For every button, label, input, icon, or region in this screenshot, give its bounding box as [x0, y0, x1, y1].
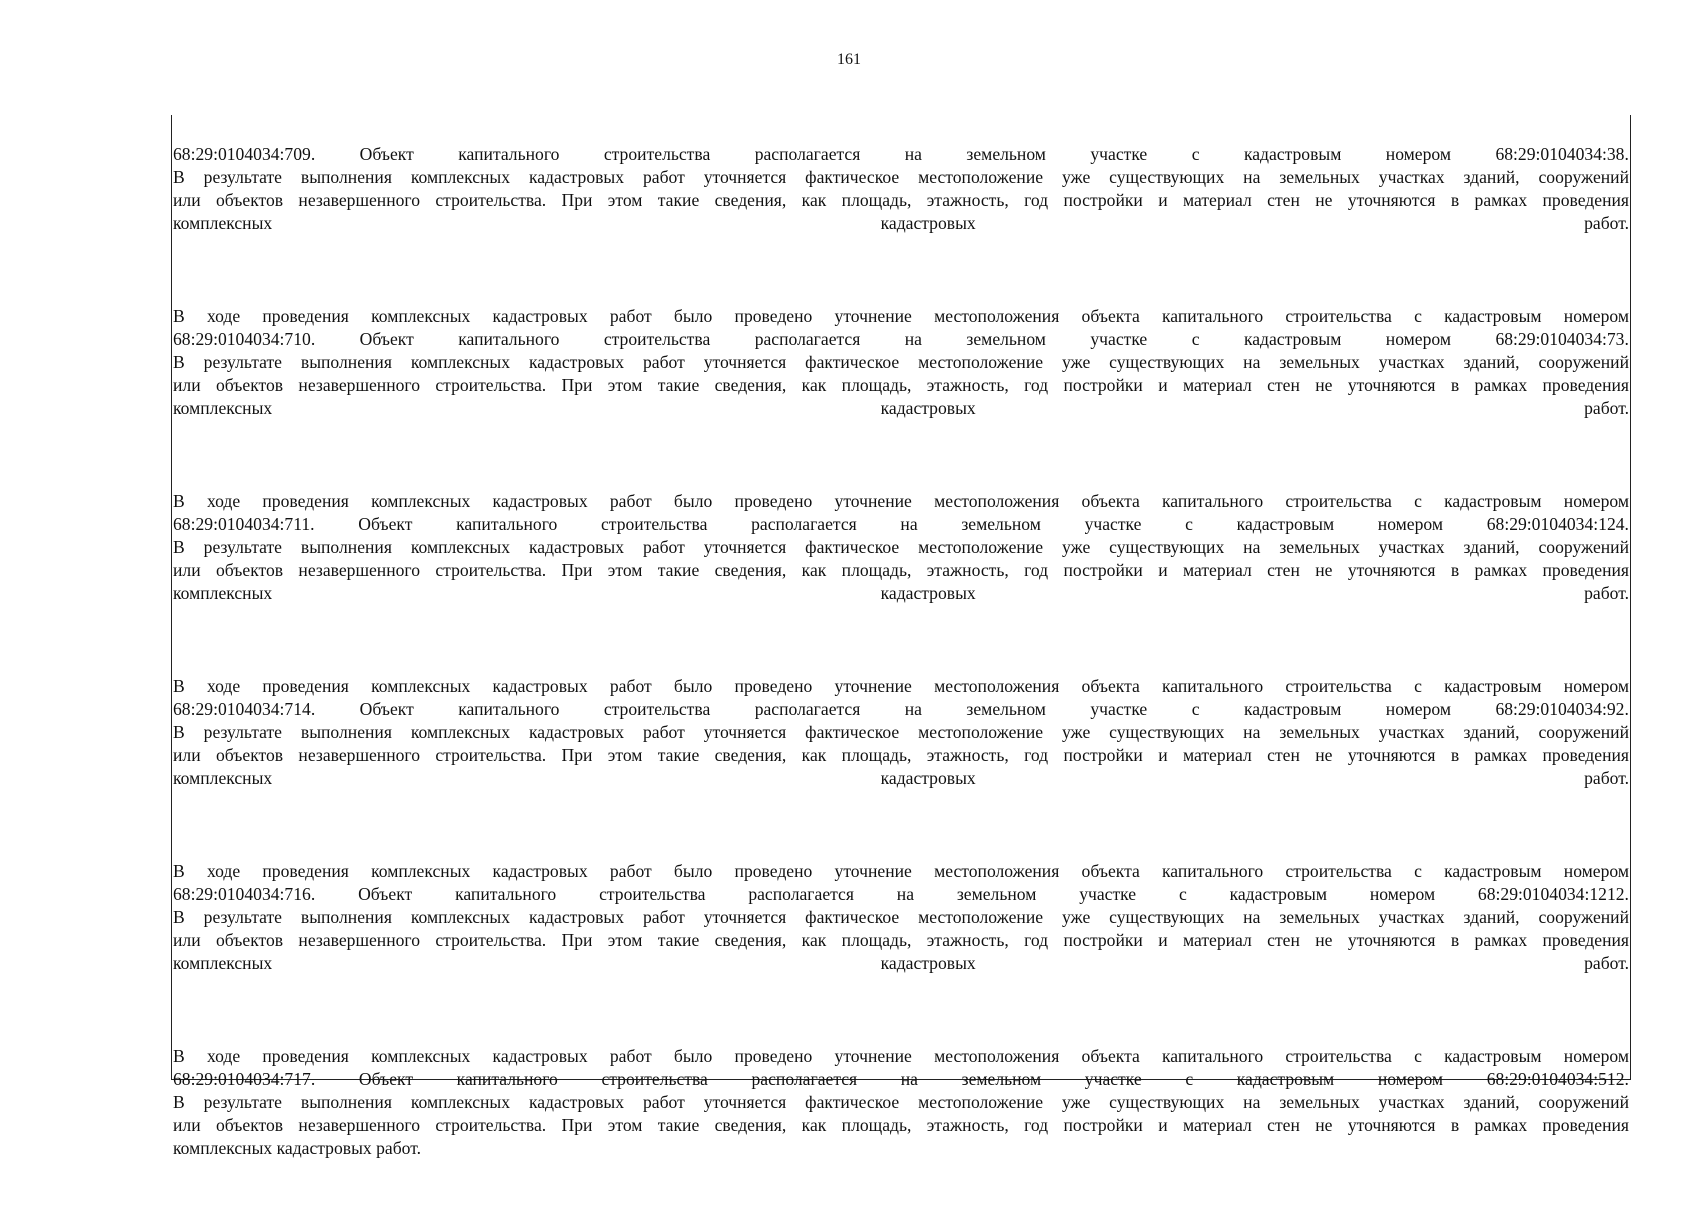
word: кадастровым [1243, 144, 1342, 164]
paragraph-line: или объектов незавершенного строительства. При этом такие сведения, как площадь, этажность, год постройки и материал стен не уточняются в рамках проведения [173, 560, 1629, 580]
paragraph-line [173, 952, 1629, 975]
word: располагается [751, 514, 857, 534]
paragraph-line: В результате выполнения комплексных кадастровых работ уточняется фактическое местоположение уже существующих на земельных участках зданий, сооружений [173, 537, 1629, 557]
paragraph-line: В ходе проведения комплексных кадастровых работ было проведено уточнение местоположения объекта капитального строительства с кадастровым номером [173, 306, 1629, 326]
word: 68:29:0104034:710. [173, 329, 316, 349]
paragraph-line: В результате выполнения комплексных кадастровых работ уточняется фактическое местоположение уже существующих на земельных участках зданий, сооружений [173, 1092, 1629, 1112]
word: располагается [748, 884, 854, 904]
word: земельном [961, 514, 1041, 534]
word: земельном [966, 329, 1046, 349]
word: кадастровым [1236, 1069, 1335, 1089]
word: Объект [359, 144, 414, 164]
paragraph-line: или объектов незавершенного строительства. При этом такие сведения, как площадь, этажность, год постройки и материал стен не уточняются в рамках проведения [173, 375, 1629, 395]
word: строительства [601, 1069, 708, 1089]
word: номером [1369, 884, 1436, 904]
word: номером [1377, 1069, 1444, 1089]
word: комплексных [173, 213, 273, 233]
word: 68:29:0104034:711. [173, 514, 315, 534]
word: 68:29:0104034:716. [173, 884, 316, 904]
word: кадастровым [1243, 329, 1342, 349]
word: 68:29:0104034:717. [173, 1069, 316, 1089]
word: располагается [751, 1069, 858, 1089]
paragraph-line: В ходе проведения комплексных кадастровых работ было проведено уточнение местоположения объекта капитального строительства с кадастровым номером [173, 676, 1629, 696]
word: на [896, 884, 915, 904]
word: с [1185, 514, 1193, 534]
paragraph-line [173, 1068, 1629, 1091]
word: комплексных [173, 583, 273, 603]
word: комплексных [173, 768, 273, 788]
word: участке [1084, 1069, 1142, 1089]
paragraph [173, 490, 1629, 605]
word: кадастровых [880, 583, 976, 603]
word: располагается [754, 699, 861, 719]
paragraph-line: или объектов незавершенного строительства. При этом такие сведения, как площадь, этажность, год постройки и материал стен не уточняются в рамках проведения [173, 930, 1629, 950]
word: кадастровых [880, 398, 976, 418]
paragraph-line: В результате выполнения комплексных кадастровых работ уточняется фактическое местоположение уже существующих на земельных участках зданий, сооружений [173, 167, 1629, 187]
word: располагается [754, 144, 861, 164]
word: 68:29:0104034:714. [173, 699, 316, 719]
word: участке [1090, 699, 1148, 719]
paragraph-line [173, 582, 1629, 605]
word: Объект [359, 699, 414, 719]
word: участке [1084, 514, 1142, 534]
word: на [904, 699, 922, 719]
word: кадастровых [880, 768, 976, 788]
word: располагается [754, 329, 861, 349]
word: Объект [358, 1069, 414, 1089]
word: кадастровым [1236, 514, 1335, 534]
word: участке [1079, 884, 1137, 904]
paragraph-line: В результате выполнения комплексных кадастровых работ уточняется фактическое местоположение уже существующих на земельных участках зданий, сооружений [173, 907, 1629, 927]
word: земельном [966, 699, 1046, 719]
paragraph-line [173, 513, 1629, 536]
paragraph-line [173, 212, 1629, 235]
paragraph [173, 305, 1629, 420]
paragraph-line [173, 767, 1629, 790]
word: на [900, 1069, 918, 1089]
word: работ. [1584, 953, 1629, 973]
word: на [900, 514, 918, 534]
word: строительства [603, 329, 711, 349]
word: капитального [458, 144, 560, 164]
word: 68:29:0104034:512. [1486, 1069, 1629, 1089]
paragraph-line: или объектов незавершенного строительства. При этом такие сведения, как площадь, этажность, год постройки и материал стен не уточняются в рамках проведения [173, 1115, 1629, 1135]
word: 68:29:0104034:38. [1495, 144, 1629, 164]
paragraph-line: комплексных кадастровых работ. [173, 1138, 421, 1158]
paragraph-line: или объектов незавершенного строительства. При этом такие сведения, как площадь, этажность, год постройки и материал стен не уточняются в рамках проведения [173, 190, 1629, 210]
word: участке [1090, 329, 1148, 349]
paragraph [173, 860, 1629, 975]
word: капитального [456, 1069, 558, 1089]
word: с [1191, 699, 1200, 719]
word: номером [1377, 514, 1444, 534]
paragraph-line [173, 883, 1629, 906]
word: на [904, 329, 922, 349]
paragraph-line: или объектов незавершенного строительства. При этом такие сведения, как площадь, этажность, год постройки и материал стен не уточняются в рамках проведения [173, 745, 1629, 765]
paragraph-line [173, 397, 1629, 420]
paragraph-line [173, 143, 1629, 166]
paragraph [173, 675, 1629, 790]
word: работ. [1584, 213, 1629, 233]
word: строительства [599, 884, 706, 904]
word: номером [1385, 329, 1452, 349]
word: Объект [358, 884, 413, 904]
word: 68:29:0104034:73. [1495, 329, 1629, 349]
paragraph-line [173, 698, 1629, 721]
page-number: 161 [837, 51, 861, 68]
paragraph-line: В ходе проведения комплексных кадастровых работ было проведено уточнение местоположения объекта капитального строительства с кадастровым номером [173, 491, 1629, 511]
paragraph [173, 143, 1629, 235]
word: кадастровым [1229, 884, 1328, 904]
word: на [904, 144, 922, 164]
word: капитального [455, 884, 557, 904]
word: земельном [956, 884, 1037, 904]
word: с [1185, 1069, 1194, 1089]
word: земельном [961, 1069, 1042, 1089]
word: работ. [1584, 583, 1629, 603]
word: комплексных [173, 953, 273, 973]
word: номером [1385, 699, 1452, 719]
word: земельном [966, 144, 1046, 164]
word: 68:29:0104034:1212. [1477, 884, 1629, 904]
word: с [1191, 144, 1200, 164]
paragraph-line: В ходе проведения комплексных кадастровых работ было проведено уточнение местоположения объекта капитального строительства с кадастровым номером [173, 1046, 1629, 1066]
paragraph-line: В результате выполнения комплексных кадастровых работ уточняется фактическое местоположение уже существующих на земельных участках зданий, сооружений [173, 722, 1629, 742]
paragraph [173, 1045, 1629, 1160]
word: работ. [1584, 398, 1629, 418]
word: участке [1090, 144, 1148, 164]
word: строительства [600, 514, 708, 534]
word: кадастровых [880, 213, 976, 233]
paragraph-line: В ходе проведения комплексных кадастровых работ было проведено уточнение местоположения объекта капитального строительства с кадастровым номером [173, 861, 1629, 881]
word: 68:29:0104034:92. [1495, 699, 1629, 719]
word: 68:29:0104034:709. [173, 144, 316, 164]
word: Объект [359, 329, 414, 349]
word: капитального [458, 699, 560, 719]
word: кадастровым [1243, 699, 1342, 719]
word: 68:29:0104034:124. [1486, 514, 1629, 534]
word: комплексных [173, 398, 273, 418]
word: работ. [1584, 768, 1629, 788]
word: капитального [456, 514, 558, 534]
paragraph-line: В результате выполнения комплексных кадастровых работ уточняется фактическое местоположение уже существующих на земельных участках зданий, сооружений [173, 352, 1629, 372]
word: Объект [358, 514, 413, 534]
word: с [1178, 884, 1187, 904]
word: строительства [603, 699, 711, 719]
document-body [173, 143, 1629, 1230]
word: номером [1385, 144, 1452, 164]
paragraph-line [173, 328, 1629, 351]
word: кадастровых [880, 953, 976, 973]
word: капитального [458, 329, 560, 349]
word: строительства [603, 144, 711, 164]
word: с [1191, 329, 1200, 349]
